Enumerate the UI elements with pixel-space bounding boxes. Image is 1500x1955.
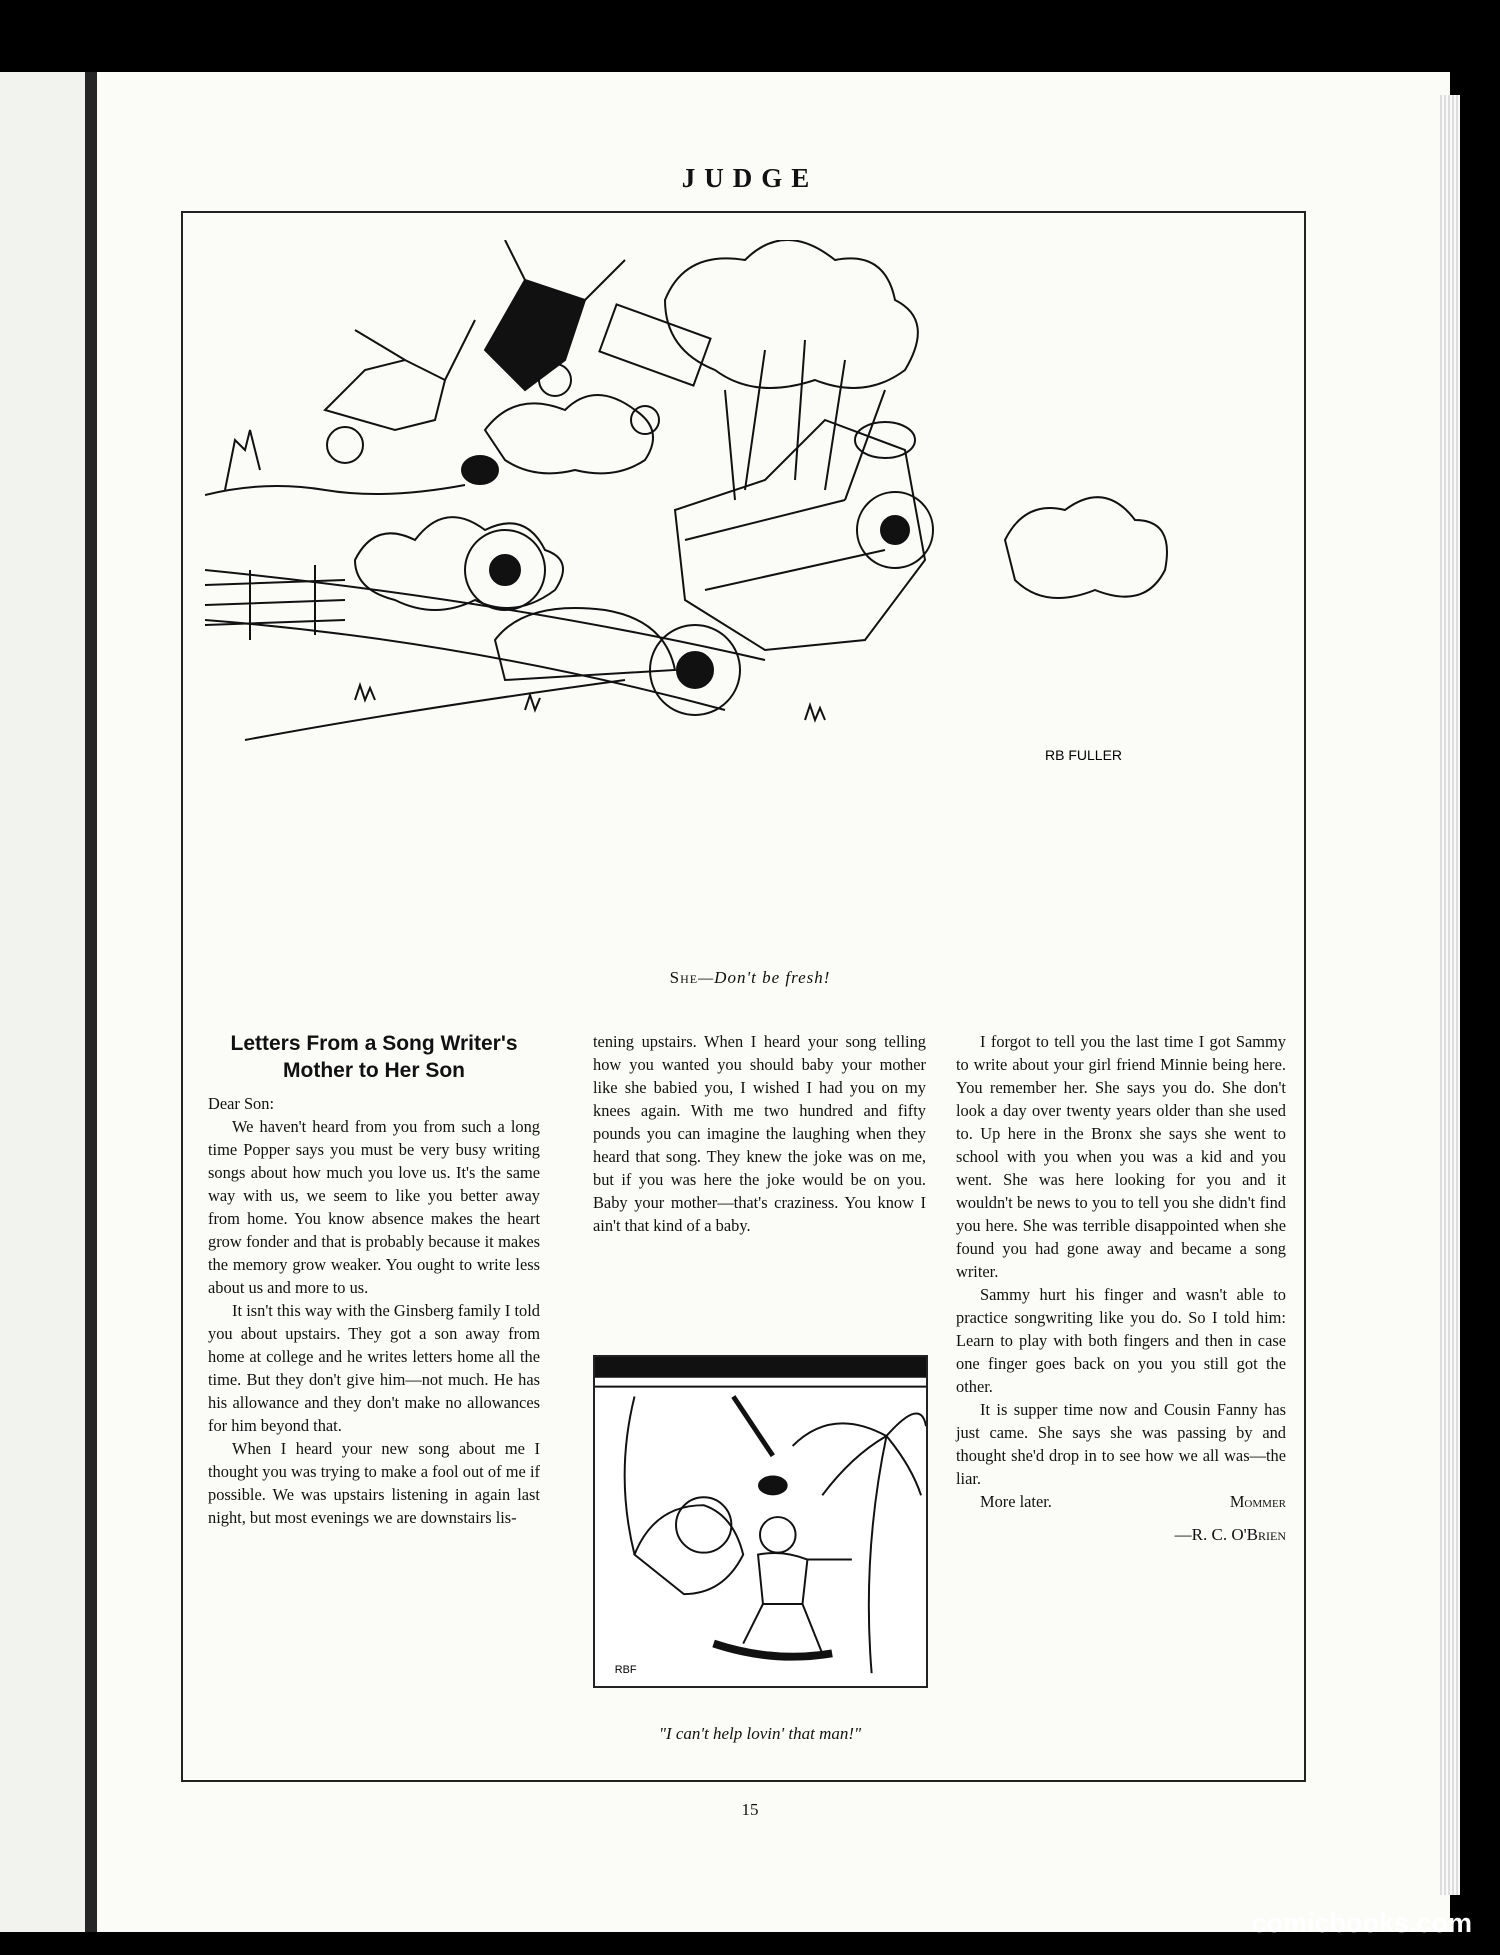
rock — [495, 608, 675, 680]
paragraph: tening upstairs. When I heard your song telling how you wanted you should baby your mother like she babied you, I wished I had you on my knees again. With me two hundred and fifty pounds you can imagine the laughing when they heard that song. They knew the joke was on me, but if you was here the joke would be on you. Baby your mother—that's craziness. You know I ain't that kind of a baby. — [593, 1032, 926, 1235]
car-crash-cartoon — [205, 240, 1285, 960]
book-gutter — [85, 72, 97, 1932]
car-seat-debris — [599, 304, 710, 385]
horizon-hills — [205, 485, 465, 495]
article-headline: Letters From a Song Writer's Mother to Her Son — [230, 1032, 518, 1082]
masthead: JUDGE — [681, 163, 819, 193]
facing-page-edge — [0, 72, 85, 1932]
smoke-cloud — [485, 395, 653, 473]
caption-speaker: She — [669, 968, 699, 987]
distant-tower — [225, 430, 260, 490]
article-column-2 — [593, 1030, 926, 1237]
salutation: Dear Son: — [208, 1094, 275, 1113]
rifle — [733, 1397, 773, 1456]
paragraph: When I heard your new song about me I thought you was trying to make a fool out of me if possible. We was upstairs listening in again last night, but most evenings we are downstairs lis- — [208, 1439, 540, 1527]
palm-fronds — [793, 1413, 926, 1495]
letter-signature: Mommer — [1229, 1492, 1286, 1511]
dust-cloud-right — [1005, 497, 1167, 598]
small-artist-initials: RBF — [614, 1664, 637, 1677]
lion — [635, 1505, 744, 1594]
byline: —R. C. O'Brien — [1174, 1525, 1286, 1544]
closing-row — [956, 1490, 1286, 1513]
lion-tail — [625, 1397, 635, 1555]
steering-wheel-debris — [631, 406, 659, 434]
caption-text: —Don't be fresh! — [698, 968, 831, 987]
explosion-cloud — [665, 240, 918, 388]
flying-woman — [325, 360, 445, 430]
artist-signature: RB FULLER — [1045, 747, 1123, 763]
flying-hat — [759, 1477, 787, 1495]
small-cartoon-caption: "I can't help lovin' that man!" — [658, 1724, 862, 1743]
paragraph: Sammy hurt his finger and wasn't able to practice songwriting like you do. So I told him: Learn to play with both fingers and then in case one finger goes back on you you still got the other. — [956, 1285, 1286, 1396]
top-cartoon-caption — [0, 968, 1500, 988]
lion-chase-cartoon — [593, 1355, 928, 1688]
running-man-body — [758, 1553, 807, 1604]
watermark: comicbooks.com — [1251, 1908, 1472, 1938]
palm-trunk — [869, 1436, 887, 1673]
running-man-head — [760, 1517, 796, 1553]
article-column-3 — [956, 1030, 1286, 1546]
fence — [205, 565, 345, 640]
paragraph: It is supper time now and Cousin Fanny has just came. She says she was passing by and thought she'd drop in to see how we all was—the liar. — [956, 1400, 1286, 1488]
paragraph: It isn't this way with the Ginsberg family I told you about upstairs. They got a son away from home at college and he writes letters home all the time. But they don't give him—not much. He has his allowance and they don't make no allowances for him beyond that. — [208, 1301, 540, 1435]
dust-cloud-left — [355, 517, 563, 610]
article-column-1 — [208, 1030, 540, 1529]
paragraph: We haven't heard from you from such a long time Popper says you must be very busy writing songs about how much you love us. It's the same way with us, we seem to like you better away from home. You know absence makes the heart grow fonder and that is probably because it makes the memory grow weaker. You ought to write less about us and more to us. — [208, 1117, 540, 1297]
paragraph: I forgot to tell you the last time I got Sammy to write about your girl friend Minnie being here. You remember her. She says you do. She don't look a day over twenty years older than she used to. Up here in the Bronx she says she went to school with you when you was a kid and you went. She was here looking for you and it wouldn't be news to you to tell you she didn't find you here. She was terrible disappointed when she found you had gone away and became a song writer. — [956, 1032, 1286, 1281]
closing-text: More later. — [980, 1492, 1052, 1511]
page-number: 15 — [741, 1800, 759, 1819]
page-stack-edge — [1440, 95, 1460, 1895]
